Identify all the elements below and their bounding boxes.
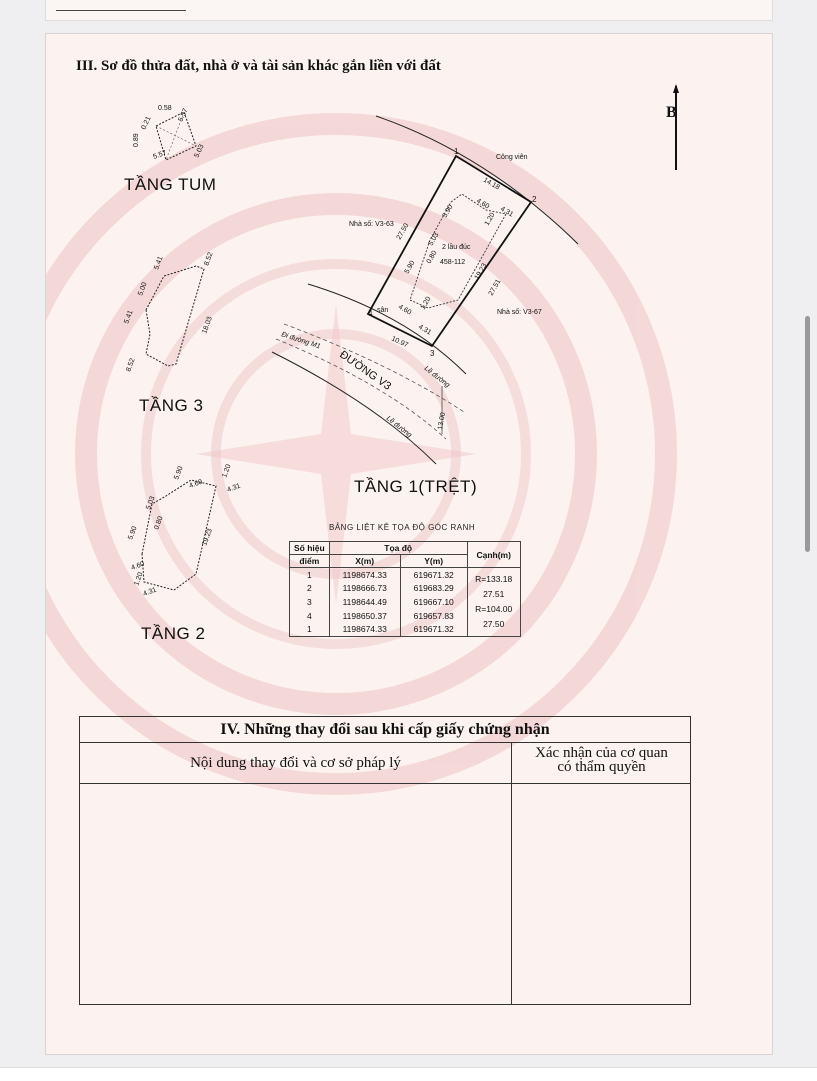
floor3-plan [123, 251, 214, 372]
tum-floor-plan [133, 105, 206, 161]
changes-col-content: Nội dung thay đổi và cơ sở pháp lý [80, 743, 511, 784]
site-sidewalk-1: Lề đường [422, 365, 451, 390]
site-house-right: Nhà số: V3-67 [497, 309, 542, 316]
site-sidewalk-2: Lề đường [384, 415, 413, 440]
site-edge-bottom: 10.97 [390, 335, 410, 350]
site-point-1: 1 [454, 147, 459, 156]
tum-dim-b: 5.57 [177, 107, 190, 123]
floor2-plan [127, 463, 241, 597]
site-building: 2 lầu đúc [442, 244, 471, 251]
changes-divider [511, 783, 512, 1004]
site-edge-top: 14.18 [482, 176, 501, 192]
floor2-dim-f: 0.80 [153, 515, 165, 531]
floor2-dim-d: 4.60 [188, 478, 204, 490]
floor3-dim-f: 8.52 [125, 357, 137, 373]
floor3-dim-d: 5.41 [123, 309, 135, 325]
tum-dim-a: 0.58 [158, 105, 172, 112]
changes-col2-line1: Xác nhận của cơ quan [535, 745, 668, 761]
changes-col-confirmation [511, 743, 691, 784]
coord-row: 1 1198674.33 619671.32 [290, 622, 521, 636]
coord-h-y: Y(m) [400, 555, 467, 568]
coord-table-caption: BẢNG LIỆT KÊ TỌA ĐỘ GÓC RANH [329, 523, 476, 532]
floor-label-tum: TẦNG TUM [124, 175, 217, 194]
coord-edge-1: R=133.18 [475, 574, 513, 584]
changes-table [79, 716, 691, 1005]
site-edge-right-outer: 27.51 [487, 278, 503, 297]
site-dim-590a: 5.90 [441, 203, 455, 219]
floor2-dim-k: 4.31 [142, 586, 158, 598]
coord-row: 4 1198650.37 619657.83 [290, 609, 521, 623]
coord-edge-2: 27.51 [483, 589, 505, 599]
floor-label-3: TẦNG 3 [139, 396, 204, 415]
floor2-dim-a: 1.20 [221, 463, 233, 479]
section-title: III. Sơ đồ thửa đất, nhà ở và tài sản khác gắn liền với đất [76, 58, 441, 74]
site-dim-120b: 1.20 [419, 295, 433, 311]
floor3-dim-e: 18.03 [201, 315, 214, 335]
north-label: B [666, 104, 677, 121]
scrollbar[interactable] [805, 316, 810, 552]
site-dim-460a: 4.60 [475, 197, 491, 211]
next-page-edge [0, 1067, 817, 1081]
site-dim-080: 0.80 [425, 249, 439, 265]
site-point-3: 3 [430, 349, 435, 358]
coord-row: 1 1198674.33 619671.32 R=133.18 27.51 R=104.00 27.50 [290, 568, 521, 582]
site-dim-460b: 4.60 [397, 303, 413, 317]
coord-h-x: X(m) [329, 555, 400, 568]
site-dim-503: 5.03 [427, 231, 441, 247]
floor-label-1: TẦNG 1(TRỆT) [354, 477, 478, 496]
tum-dim-d: 5.03 [193, 143, 206, 159]
coord-edges-cell [467, 568, 520, 637]
coord-h-point2: điểm [290, 555, 330, 568]
coord-h-point: Số hiệu [290, 542, 330, 555]
coord-edge-3: R=104.00 [475, 604, 513, 614]
floor2-dim-g: 5.90 [127, 525, 139, 541]
floor2-dim-b: 4.31 [226, 482, 242, 494]
site-dim-120a: 1.20 [483, 211, 497, 227]
site-yard: sân [377, 307, 389, 314]
floor1-site-plan [272, 116, 578, 464]
changes-col2-line2: có thẩm quyền [557, 759, 646, 775]
site-road-main: ĐƯỜNG V3 [337, 348, 394, 393]
floor2-dim-c: 5.90 [173, 465, 185, 481]
floor2-dim-h: 19.23 [201, 527, 214, 547]
floor2-dim-j: 1.20 [133, 571, 145, 587]
floor3-dim-c: 5.00 [137, 281, 149, 297]
coord-row: 2 1198666.73 619683.29 [290, 582, 521, 596]
previous-page-rule [56, 10, 186, 11]
tum-dim-c: 0.21 [140, 115, 153, 131]
site-house-left: Nhà số: V3-63 [349, 221, 394, 228]
site-road-width: 13.00 [437, 411, 448, 431]
floor3-dim-a: 8.52 [203, 251, 215, 267]
site-point-2: 2 [532, 195, 537, 204]
coord-row: 3 1198644.49 619667.10 [290, 595, 521, 609]
site-edge-right-inner: 19.23 [473, 262, 489, 281]
site-park: Công viên [496, 154, 528, 161]
tum-dim-e: 0.89 [133, 133, 140, 147]
site-dim-431b: 4.31 [417, 323, 433, 337]
coord-edge-4: 27.50 [483, 619, 505, 629]
site-dim-431a: 4.31 [499, 205, 515, 219]
site-road-m1: Đi đường M1 [280, 331, 322, 351]
certificate-page [45, 33, 773, 1055]
floor-label-2: TẦNG 2 [141, 624, 206, 643]
tum-dim-f: 5.57 [152, 149, 168, 161]
site-building-code: 458-112 [440, 259, 466, 266]
coord-h-edge: Cạnh(m) [467, 542, 520, 568]
site-point-4: 4 [368, 309, 373, 318]
site-edge-left: 27.50 [395, 222, 411, 241]
site-dim-590b: 5.90 [403, 259, 417, 275]
changes-title: IV. Những thay đổi sau khi cấp giấy chứng nhận [80, 717, 690, 743]
floor2-dim-e: 5.03 [145, 495, 157, 511]
previous-page-edge [45, 0, 773, 21]
coord-h-coord: Tọa độ [329, 542, 467, 555]
floor2-dim-i: 4.60 [130, 560, 146, 572]
coord-table [289, 541, 521, 637]
floor3-dim-b: 5.41 [153, 255, 165, 271]
